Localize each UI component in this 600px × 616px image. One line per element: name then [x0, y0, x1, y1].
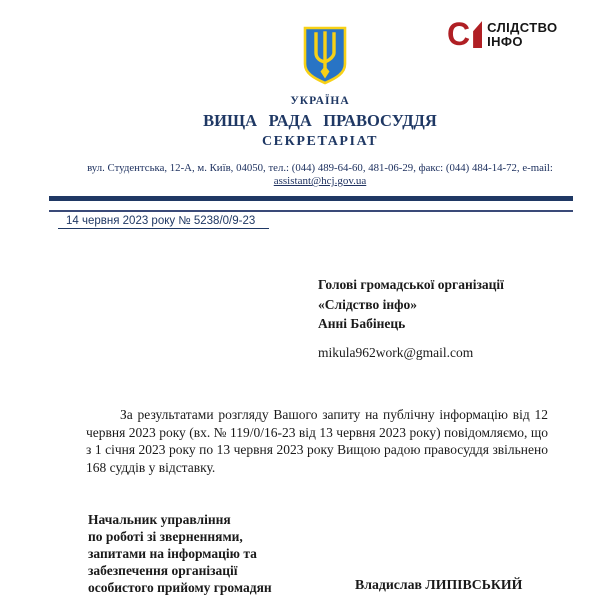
letterhead [40, 95, 600, 187]
slidstvo-info-logo [447, 16, 558, 52]
recipient-line: «Слідство інфо» [318, 296, 417, 312]
letter-body-paragraph: За результатами розгляду Вашого запиту на публічну інформацію від 12 червня 2023 року (вх. № 119/0/16-23 від 13 червня 2023 року) повідомляємо, що з 1 січня 2023 року по 13 червня 2023 року Вищою радою правосуддя звільнено 168 суддів у відставку. [86, 407, 548, 475]
letterhead-email: assistant@hcj.gov.ua [273, 175, 367, 187]
recipient-line: Анні Бабінець [318, 316, 406, 331]
letterhead-address: вул. Студентська, 12-А, м. Київ, 04050, тел.: (044) 489-64-60, 481-06-29, факс: (044) 484-14-72, e-mail: [87, 162, 553, 174]
si-logo-line2: ІНФО [487, 33, 523, 49]
reference-date-number: 14 червня 2023 року № 5238/0/9-23 [58, 215, 269, 229]
divider-rule-thin [49, 210, 573, 212]
divider-rule-thick [49, 196, 573, 201]
recipient-block [318, 275, 504, 362]
si-monogram-bar-icon [473, 21, 482, 48]
signer-title-line: запитами на інформацію та [88, 546, 257, 561]
ukraine-coat-of-arms-icon [303, 26, 347, 85]
signer-title-line: Начальник управління [88, 512, 231, 527]
signer-title-line: по роботі зі зверненнями, [88, 529, 243, 544]
recipient-line: Голові громадської організації [318, 277, 504, 292]
signer-name: Владислав ЛИПІВСЬКИЙ [355, 577, 523, 592]
signer-title-line: особистого прийому громадян [88, 580, 272, 595]
letterhead-organization: ВИЩА РАДА ПРАВОСУДДЯ [203, 111, 437, 130]
reference-line [58, 215, 269, 229]
signer-title-block [88, 511, 272, 596]
si-monogram-c: С [447, 16, 469, 52]
letterhead-country: УКРАЇНА [290, 95, 350, 107]
si-logo-line1: СЛІДСТВО [487, 20, 558, 35]
recipient-email: mikula962work@gmail.com [318, 344, 474, 360]
signer-title-line: забезпечення організації [88, 563, 238, 578]
letterhead-department: СЕКРЕТАРІАТ [261, 134, 379, 149]
